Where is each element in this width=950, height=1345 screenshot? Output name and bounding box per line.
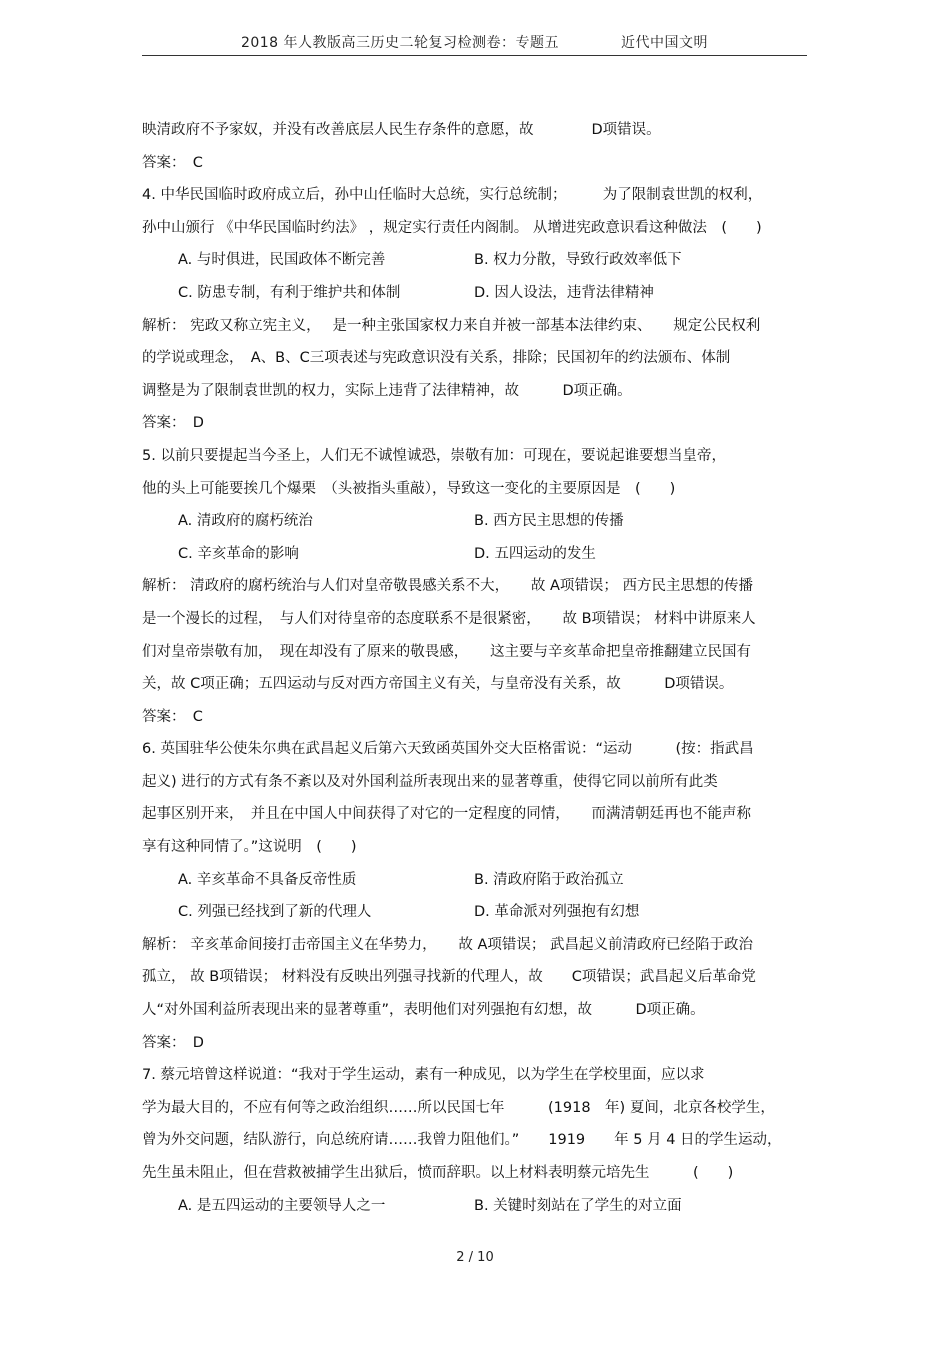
answer-option: A. 辛亥革命不具备反帝性质: [178, 871, 357, 888]
answer-options-row: [142, 244, 807, 277]
text-line: 答案： C: [142, 154, 203, 171]
text-line: 解析： 清政府的腐朽统治与人们对皇帝敬畏感关系不大， 故 A项错误； 西方民主思想的传播: [142, 578, 753, 595]
text-line: 6. 英国驻华公使朱尔典在武昌起义后第六天致函英国外交大臣格雷说：“运动 (按：指武昌: [142, 741, 754, 758]
header-title-left: 2018 年人教版高三历史二轮复习检测卷：专题五: [240, 35, 560, 51]
text-line: 孙中山颁行 《中华民国临时约法》 ，规定实行责任内阁制。 从增进宪政意识看这种做法 ( ): [142, 219, 762, 236]
text-line: 答案： D: [142, 1034, 204, 1051]
answer-option: A. 清政府的腐朽统治: [178, 513, 313, 530]
text-line: 解析： 宪政又称立宪主义， 是一种主张国家权力来自并被一部基本法律约束、 规定公民权利: [142, 317, 761, 334]
answer-option: D. 因人设法，违背法律精神: [474, 284, 654, 301]
text-line: 映清政府不予家奴，并没有改善底层人民生存条件的意愿，故 D项错误。: [142, 122, 661, 138]
text-line: 答案： C: [142, 708, 203, 725]
answer-options-row: [142, 277, 807, 310]
text-line: 曾为外交问题，结队游行，向总统府请……我曾力阻他们。” 1919 年 5 月 4 日的学生运动，: [142, 1132, 782, 1149]
answer-option: D. 革命派对列强抱有幻想: [474, 904, 640, 921]
text-line: 5. 以前只要提起当今圣上，人们无不诚惶诚恐，崇敬有加：可现在，要说起谁要想当皇帝，: [142, 447, 726, 464]
answer-option: B. 关键时刻站在了学生的对立面: [474, 1197, 682, 1214]
answer-option: B. 西方民主思想的传播: [474, 513, 624, 530]
text-line: 4. 中华民国临时政府成立后，孙中山任临时大总统，实行总统制； 为了限制袁世凯的权利，: [142, 187, 763, 204]
answer-options-row: [142, 896, 807, 929]
text-line: 起义) 进行的方式有条不紊以及对外国利益所表现出来的显著尊重，使得它同以前所有此类: [142, 773, 718, 790]
answer-option: B. 权力分散，导致行政效率低下: [474, 252, 682, 269]
text-line: 先生虽未阻止，但在营救被捕学生出狱后，愤而辞职。以上材料表明蔡元培先生 ( ): [142, 1165, 734, 1181]
text-line: 解析： 辛亥革命间接打击帝国主义在华势力， 故 A项错误； 武昌起义前清政府已经陷于政治: [142, 936, 753, 953]
answer-option: A. 是五四运动的主要领导人之一: [178, 1197, 386, 1214]
answer-option: A. 与时俱进，民国政体不断完善: [178, 252, 386, 269]
answer-option: B. 清政府陷于政治孤立: [474, 871, 624, 888]
text-line: 关，故 C项正确；五四运动与反对西方帝国主义有关，与皇帝没有关系，故 D项错误。: [142, 676, 734, 693]
answer-option: D. 五四运动的发生: [474, 545, 596, 562]
text-line: 调整是为了限制袁世凯的权力，实际上违背了法律精神，故 D项正确。: [142, 382, 632, 399]
answer-option: C. 防患专制，有利于维护共和体制: [178, 284, 401, 301]
text-line: 的学说或理念， A、B、C三项表述与宪政意识没有关系，排除；民国初年的约法颁布、体制: [142, 350, 731, 367]
header-divider: [142, 55, 807, 56]
text-line: 他的头上可能要挨几个爆栗 （头被指头重敲），导致这一变化的主要原因是 ( ): [142, 480, 676, 497]
answer-options-row: [142, 538, 807, 571]
answer-options-row: [142, 864, 807, 897]
text-line: 学为最大目的，不应有何等之政治组织……所以民国七年 (1918 年) 夏间，北京各校学生，: [142, 1099, 775, 1116]
text-line: 7. 蔡元培曾这样说道：“我对于学生运动，素有一种成见，以为学生在学校里面，应以求: [142, 1067, 705, 1084]
text-line: 人“对外国利益所表现出来的显著尊重”，表明他们对列强抱有幻想，故 D项正确。: [142, 1002, 705, 1019]
answer-option: C. 列强已经找到了新的代理人: [178, 904, 372, 921]
text-line: 享有这种同情了。”这说明 ( ): [142, 839, 357, 856]
answer-options-row: [142, 1190, 807, 1223]
page-header: [142, 32, 807, 52]
answer-options-row: [142, 505, 807, 538]
text-line: 答案： D: [142, 415, 204, 432]
text-line: 起事区别开来， 并且在中国人中间获得了对它的一定程度的同情， 而满清朝廷再也不能声称: [142, 806, 751, 823]
text-line: 们对皇帝崇敬有加， 现在却没有了原来的敬畏感， 这主要与辛亥革命把皇帝推翻建立民国有: [142, 643, 751, 660]
document-body: [142, 114, 807, 1222]
text-line: 是一个漫长的过程， 与人们对待皇帝的态度联系不是很紧密， 故 B项错误； 材料中讲原来人: [142, 610, 756, 627]
page-number: 2 / 10: [456, 1250, 494, 1265]
text-line: 孤立， 故 B项错误； 材料没有反映出列强寻找新的代理人，故 C项错误；武昌起义后革命党: [142, 969, 756, 986]
header-title-right: 近代中国文明: [621, 35, 709, 51]
answer-option: C. 辛亥革命的影响: [178, 545, 299, 562]
